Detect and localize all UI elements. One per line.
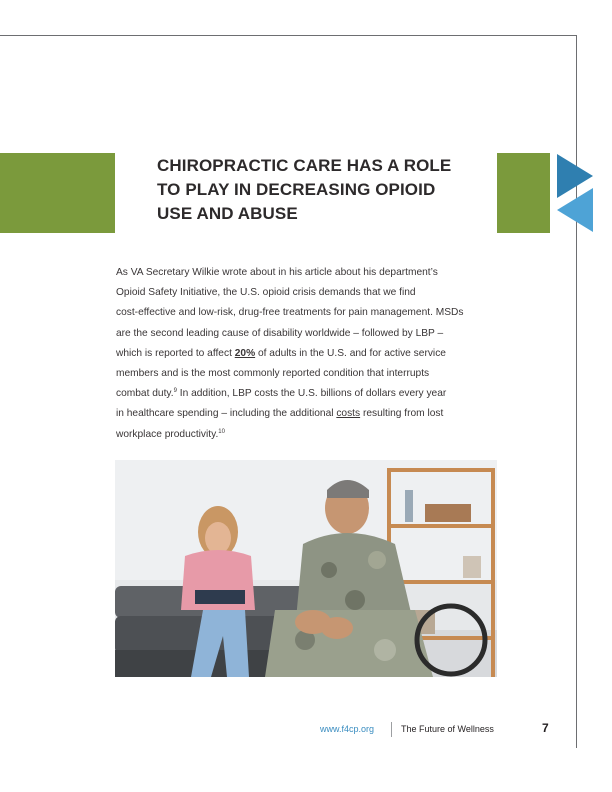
- triangle-arrow-icon-bottom: [555, 186, 595, 234]
- section-heading: [157, 154, 487, 226]
- body-line-1: As VA Secretary Wilkie wrote about in his article about his department’s: [116, 267, 438, 278]
- footnote-ref-10: 10: [218, 428, 225, 435]
- body-text-run: In addition, LBP costs the U.S. billions of dollars every year: [176, 388, 447, 400]
- footnote-ref-9: 9: [173, 388, 177, 395]
- body-paragraph: [116, 263, 501, 445]
- body-line-6: members and is the most commonly reported condition that interrupts: [116, 368, 430, 380]
- stat-20-percent-link[interactable]: 20%: [234, 347, 256, 359]
- body-line-2: Opioid Safety Initiative, the U.S. opioid crisis demands that we find: [116, 287, 416, 299]
- page-frame-right-rule: [576, 35, 577, 748]
- body-text-run: workplace productivity.: [116, 428, 219, 440]
- body-line-5: [116, 344, 501, 364]
- footer-divider: [391, 722, 392, 737]
- body-text-run: which is reported to affect: [116, 347, 235, 359]
- body-text-run: combat duty.: [116, 388, 174, 400]
- heading-line-3: USE AND ABUSE: [157, 204, 298, 223]
- costs-link[interactable]: costs: [336, 408, 361, 420]
- photo-illustration: [115, 460, 497, 677]
- body-line-4: are the second leading cause of disability worldwide – followed by LBP –: [116, 327, 444, 339]
- heading-line-1: CHIROPRACTIC CARE HAS A ROLE: [157, 156, 452, 175]
- footer-website-link[interactable]: www.f4cp.org: [320, 724, 375, 734]
- page-frame-top-rule: [0, 35, 577, 36]
- green-accent-block-right: [497, 153, 550, 233]
- body-text-run: in healthcare spending – including the additional: [116, 408, 337, 420]
- body-text-run: resulting from lost: [360, 408, 444, 420]
- therapy-session-photo: [115, 460, 497, 677]
- green-accent-block-left: [0, 153, 115, 233]
- body-line-7: [116, 384, 501, 404]
- heading-line-2: TO PLAY IN DECREASING OPIOID: [157, 180, 436, 199]
- body-line-8: [116, 404, 501, 424]
- body-line-9: [116, 425, 501, 445]
- page-number: 7: [542, 721, 549, 735]
- body-line-3: cost-effective and low-risk, drug-free treatments for pain management. MSDs: [116, 307, 464, 319]
- body-text-run: of adults in the U.S. and for active service: [255, 347, 446, 359]
- footer-publication-title: The Future of Wellness: [401, 724, 494, 734]
